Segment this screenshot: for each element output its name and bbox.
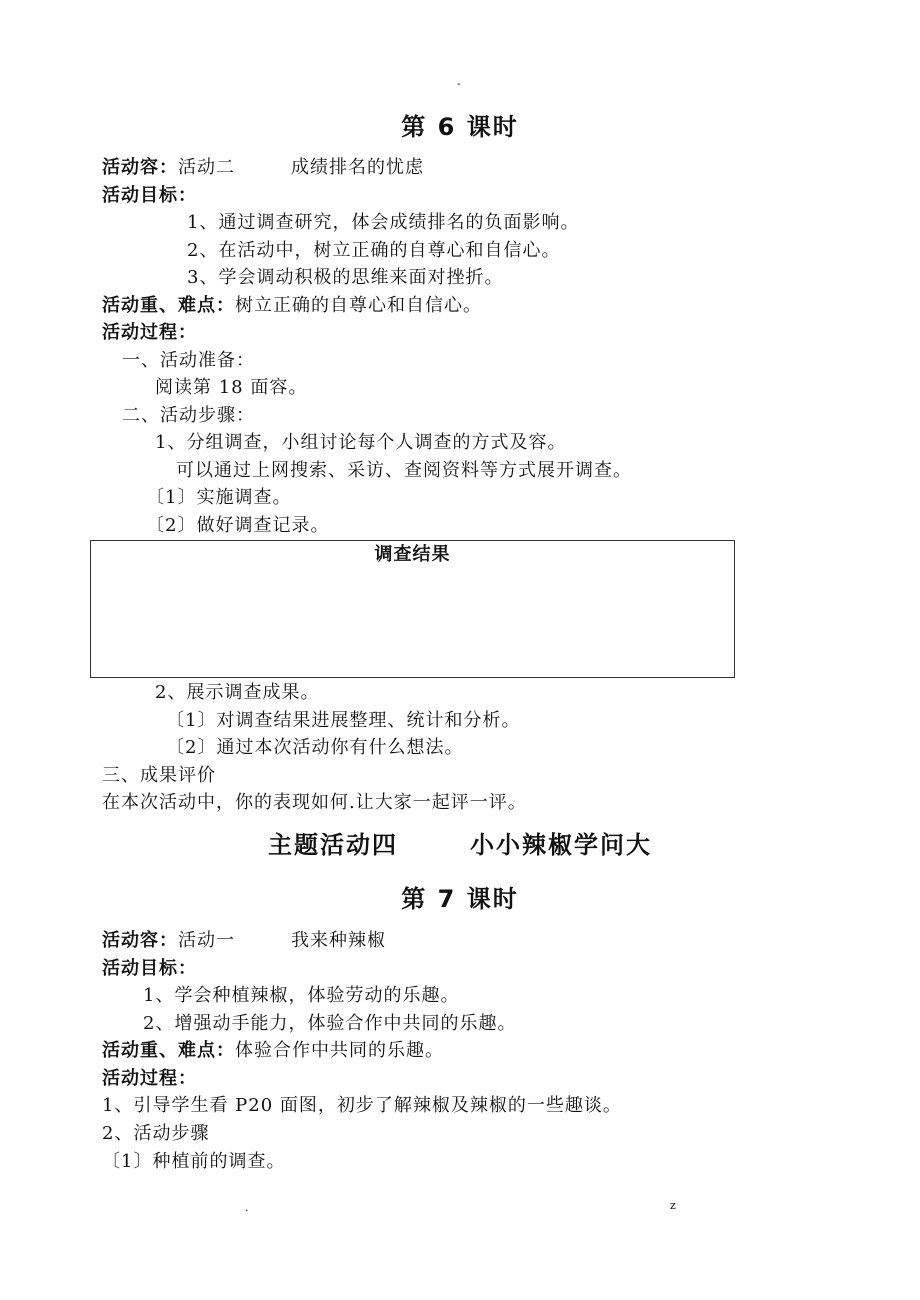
focus-label: 活动重、难点： — [102, 1040, 235, 1061]
focus-value: 树立正确的自尊心和自信心。 — [235, 295, 482, 316]
lesson6-step1: 1、分组调查，小组讨论每个人调查的方式及容。 — [155, 432, 567, 453]
content-topic: 我来种辣椒 — [291, 930, 386, 951]
lesson6-step2-sub2: 〔2〕通过本次活动你有什么想法。 — [166, 737, 464, 758]
lesson7-focus-line — [102, 1040, 444, 1062]
lesson6-eval-text: 在本次活动中，你的表现如何.让大家一起评一评。 — [102, 792, 527, 813]
lesson6-step2-sub1: 〔1〕对调查结果进展整理、统计和分析。 — [166, 710, 521, 731]
lesson6-title: 第 6 课时 — [401, 113, 519, 141]
content-label: 活动容： — [102, 930, 178, 951]
lesson6-goal-label: 活动目标： — [102, 185, 197, 206]
theme4-name: 小小辣椒学问大 — [470, 831, 652, 859]
lesson7-title: 第 7 课时 — [401, 885, 519, 913]
header-mark: - — [457, 77, 461, 90]
content-topic: 成绩排名的忧虑 — [291, 157, 424, 178]
lesson7-content-line — [102, 930, 386, 952]
lesson7-step2: 2、活动步骤 — [102, 1123, 210, 1144]
lesson6-step1-sub1: 〔1〕实施调查。 — [146, 487, 292, 508]
lesson7-goal-label: 活动目标： — [102, 958, 197, 979]
focus-value: 体验合作中共同的乐趣。 — [235, 1040, 444, 1061]
theme4-prefix: 主题活动四 — [268, 831, 398, 859]
focus-label: 活动重、难点： — [102, 295, 235, 316]
lesson6-goal-1: 1、通过调查研究，体会成绩排名的负面影响。 — [187, 212, 580, 233]
lesson6-step2: 2、展示调查成果。 — [155, 682, 320, 703]
footer-left-mark: . — [245, 1201, 249, 1214]
lesson6-goal-2: 2、在活动中，树立正确的自尊心和自信心。 — [187, 240, 561, 261]
lesson6-content-line — [102, 157, 424, 179]
lesson6-prep-heading: 一、活动准备： — [122, 350, 255, 371]
footer-right-mark: z — [670, 1199, 676, 1212]
content-value: 活动二 — [178, 157, 235, 178]
lesson6-process-label: 活动过程： — [102, 322, 197, 343]
lesson6-eval-heading: 三、成果评价 — [102, 765, 216, 786]
lesson6-step1-note: 可以通过上网搜索、采访、查阅资料等方式展开调查。 — [176, 460, 632, 481]
result-table — [90, 540, 735, 678]
result-table-title: 调查结果 — [374, 544, 451, 565]
theme4-heading — [0, 830, 920, 860]
content-label: 活动容： — [102, 157, 178, 178]
lesson7-step1: 1、引导学生看 P20 面图，初步了解辣椒及辣椒的一些趣谈。 — [102, 1095, 622, 1116]
lesson6-goal-3: 3、学会调动积极的思维来面对挫折。 — [187, 267, 504, 288]
lesson6-focus-line — [102, 295, 482, 317]
lesson6-step1-sub2: 〔2〕做好调查记录。 — [146, 515, 330, 536]
lesson7-goal-2: 2、增强动手能力，体验合作中共同的乐趣。 — [143, 1013, 517, 1034]
lesson6-steps-heading: 二、活动步骤： — [122, 405, 255, 426]
lesson7-step2-sub1: 〔1〕种植前的调查。 — [102, 1151, 286, 1172]
lesson7-goal-1: 1、学会种植辣椒，体验劳动的乐趣。 — [143, 985, 460, 1006]
lesson6-prep-text: 阅读第 18 面容。 — [155, 377, 308, 398]
content-value: 活动一 — [178, 930, 235, 951]
lesson7-process-label: 活动过程： — [102, 1068, 197, 1089]
